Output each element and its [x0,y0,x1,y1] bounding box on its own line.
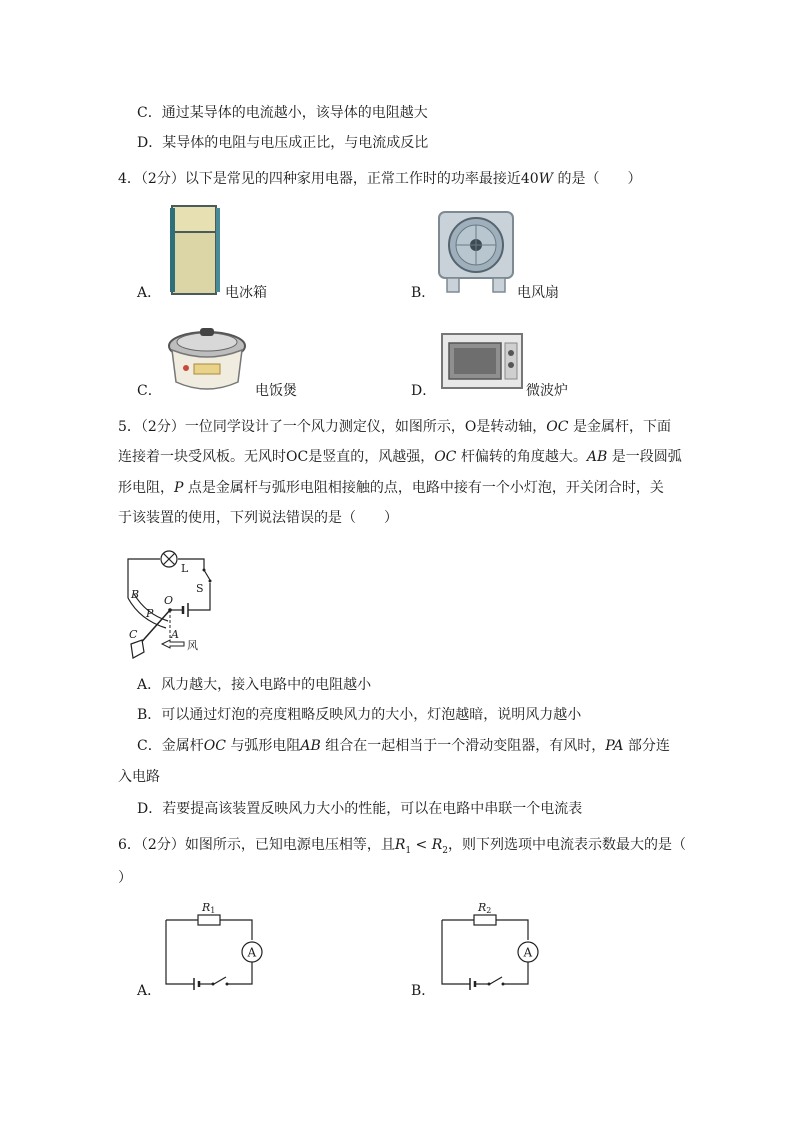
circuit-diagram-b [436,898,546,996]
label-o: O [164,594,174,607]
q3-option-c: C．通过某导体的电流越小，该导体的电阻越大 [137,105,428,121]
q4-option-c-caption: 电饭煲 [255,383,297,399]
resistor-a-label: R1 [202,901,216,915]
q4-option-a-letter: A． [137,285,162,301]
q5-stem-line-4: 于该装置的使用，下列说法错误的是（ ） [118,510,398,526]
ammeter-b-label: A [523,945,533,960]
label-p: P [146,607,154,620]
q6-option-b-letter: B． [411,983,436,999]
rice-cooker-image [164,316,250,396]
q5-stem-line-3: 形电阻，P 点是金属杆与弧形电阻相接触的点，电路中接有一个小灯泡，开关闭合时，关 [118,480,664,496]
fridge-image [170,204,220,296]
label-c: C [129,628,138,641]
q5-option-a: A．风力越大，接入电路中的电阻越小 [137,677,372,693]
q4-option-d-letter: D． [411,383,437,399]
q5-stem-line-2: 连接着一块受风板。无风时OC是竖直的，风越强，OC 杆偏转的角度越大。AB 是一段圆弧 [118,449,682,465]
q3-option-d: D．某导体的电阻与电压成正比，与电流成反比 [137,135,429,151]
q4-option-d-caption: 微波炉 [526,383,568,399]
wind-meter-diagram [118,548,228,663]
q5-option-c-line-2: 入电路 [118,769,160,785]
q6-stem-line-1: 6．（2分）如图所示，已知电源电压相等，且$R_1 < R_2$，则下列选项中电流表示数最大的是（ [118,837,687,856]
q5-stem-line-1: 5．（2分）一位同学设计了一个风力测定仪，如图所示，O是转动轴，OC 是金属杆，下面 [118,419,671,435]
label-b: B [131,588,140,601]
q4-option-b-caption: 电风扇 [517,285,559,301]
q4-option-b-letter: B． [411,285,436,301]
q5-option-c-line-1: C．金属杆OC 与弧形电阻AB 组合在一起相当于一个滑动变阻器，有风时，PA 部分连 [137,738,670,754]
q6-stem-line-2: ） [118,870,132,886]
q6-option-a-letter: A． [137,983,162,999]
q5-option-b: B．可以通过灯泡的亮度粗略反映风力的大小，灯泡越暗，说明风力越小 [137,707,582,723]
circuit-diagram-a [160,898,270,996]
q4-option-c-letter: C． [137,383,162,399]
label-a: A [171,628,179,641]
label-wind: 风 [187,639,198,652]
label-l: L [181,562,189,575]
microwave-image [441,333,523,389]
q5-option-d: D．若要提高该装置反映风力大小的性能，可以在电路中串联一个电流表 [137,801,583,817]
ammeter-a-label: A [247,945,257,960]
label-s: S [196,582,204,595]
fan-image [437,210,517,296]
resistor-b-label: R2 [478,901,492,915]
q4-option-a-caption: 电冰箱 [225,285,267,301]
q4-stem: 4．（2分）以下是常见的四种家用电器，正常工作时的功率最接近40W 的是（ ） [118,171,642,187]
